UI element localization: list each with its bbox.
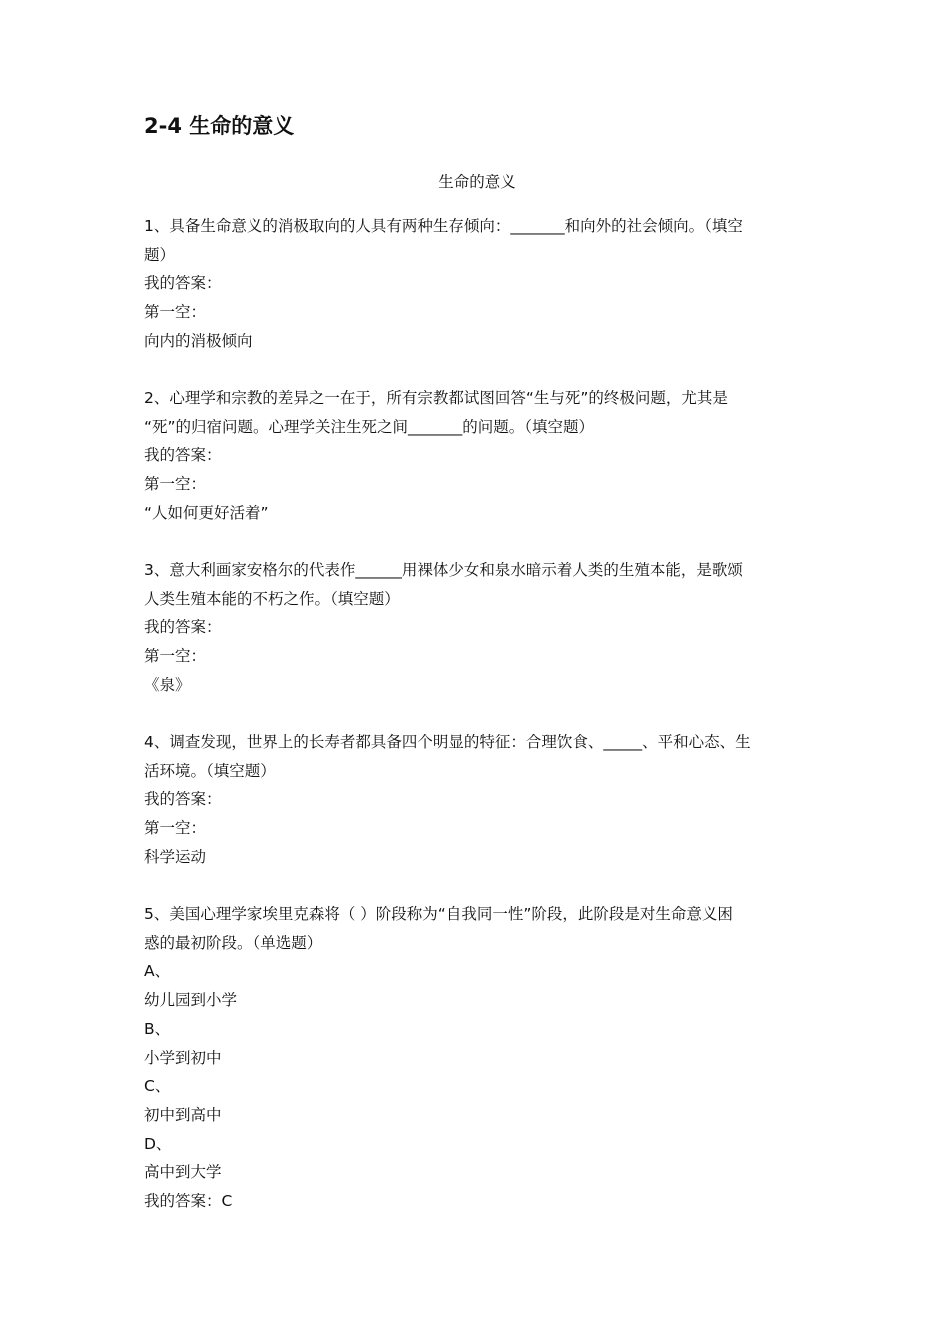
document-title: 2-4 生命的意义 bbox=[144, 114, 295, 138]
answer-text: 向内的消极倾向 bbox=[144, 331, 253, 350]
question-stem: 4、调查发现，世界上的长寿者都具备四个明显的特征：合理饮食、_____、平和心态、生 bbox=[144, 733, 751, 752]
question-1 bbox=[144, 212, 810, 356]
answer-text: 科学运动 bbox=[144, 847, 207, 866]
option-a-letter: A、 bbox=[144, 962, 171, 981]
question-list bbox=[144, 212, 810, 1244]
option-d-text: 高中到大学 bbox=[144, 1163, 222, 1182]
question-stem-continued: 活环境。（填空题） bbox=[144, 761, 276, 780]
question-stem: 3、意大利画家安格尔的代表作______用裸体少女和泉水暗示着人类的生殖本能，是歌颂 bbox=[144, 561, 743, 580]
answer-text: “人如何更好活着” bbox=[144, 503, 269, 522]
question-stem: 5、美国心理学家埃里克森将（ ）阶段称为“自我同一性”阶段，此阶段是对生命意义困 bbox=[144, 905, 733, 924]
question-stem: 1、具备生命意义的消极取向的人具有两种生存倾向：_______和向外的社会倾向。（填空 bbox=[144, 217, 743, 235]
blank-label: 第一空： bbox=[144, 647, 207, 666]
question-stem-continued: 惑的最初阶段。（单选题） bbox=[144, 933, 323, 952]
question-stem-continued: “死”的归宿问题。心理学关注生死之间_______的问题。（填空题） bbox=[144, 417, 595, 436]
my-answer-label: 我的答案： bbox=[144, 446, 222, 465]
question-stem: 2、心理学和宗教的差异之一在于，所有宗教都试图回答“生与死”的终极问题，尤其是 bbox=[144, 389, 728, 408]
question-2 bbox=[144, 384, 810, 528]
option-b-text: 小学到初中 bbox=[144, 1048, 222, 1067]
option-c-letter: C、 bbox=[144, 1077, 171, 1096]
question-5 bbox=[144, 900, 810, 1216]
document-subtitle: 生命的意义 bbox=[438, 173, 516, 191]
option-a-text: 幼儿园到小学 bbox=[144, 991, 238, 1010]
option-b-letter: B、 bbox=[144, 1019, 171, 1038]
question-stem-continued: 题） bbox=[144, 245, 176, 264]
question-4 bbox=[144, 728, 810, 872]
option-d-letter: D、 bbox=[144, 1134, 172, 1153]
blank-label: 第一空： bbox=[144, 303, 207, 322]
question-stem-continued: 人类生殖本能的不朽之作。（填空题） bbox=[144, 589, 400, 608]
blank-label: 第一空： bbox=[144, 475, 207, 494]
my-answer-label: 我的答案： bbox=[144, 618, 222, 637]
question-3 bbox=[144, 556, 810, 700]
option-c-text: 初中到高中 bbox=[144, 1105, 222, 1124]
answer-text: 《泉》 bbox=[144, 675, 191, 694]
my-answer-label: 我的答案： bbox=[144, 274, 222, 293]
my-answer: 我的答案：C bbox=[144, 1192, 233, 1211]
blank-label: 第一空： bbox=[144, 819, 207, 838]
my-answer-label: 我的答案： bbox=[144, 790, 222, 809]
